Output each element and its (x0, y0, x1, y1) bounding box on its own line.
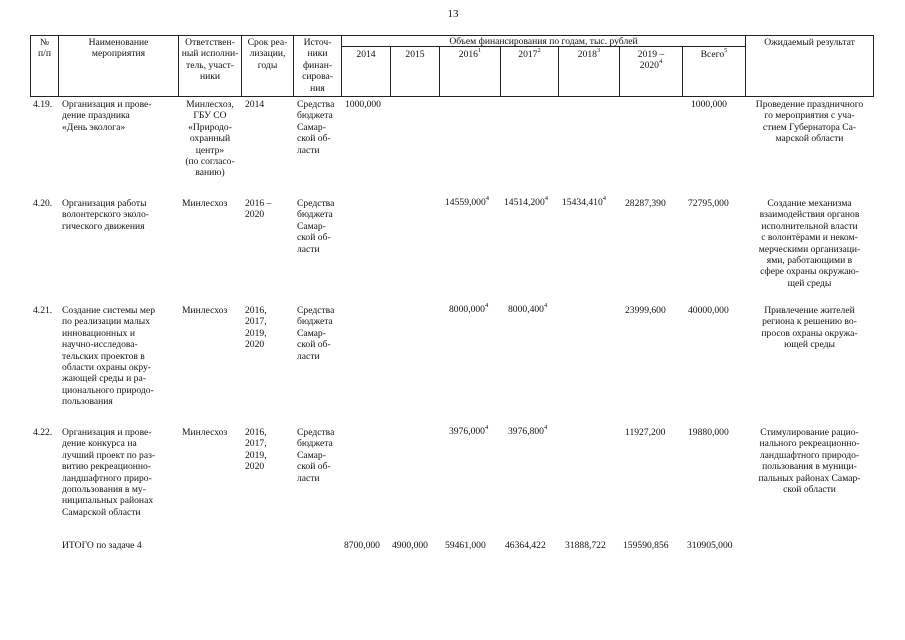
row-term: 2016, 2017, 2019, 2020 (245, 427, 267, 473)
total-2017: 46364,422 (505, 540, 546, 551)
row-value-2016: 3976,000$^4$ (449, 424, 489, 437)
total-2018: 31888,722 (565, 540, 606, 551)
row-value-2017: 14514,200$^4$ (504, 195, 549, 208)
row-value-2014: 1000,000 (345, 99, 381, 110)
row-responsible: Минлесхоз (182, 305, 228, 316)
row-source: Средства бюджета Самар- ской об- ласти (297, 305, 335, 362)
row-number: 4.19. (33, 99, 53, 110)
row-value-2016: 8000,000$^4$ (449, 302, 489, 315)
row-source: Средства бюджета Самар- ской об- ласти (297, 427, 335, 484)
row-value-2018: 15434,410$^4$ (562, 195, 607, 208)
header-year-2019-2020: 2019 – 2020$^4$ (637, 49, 665, 72)
row-value-2019-2020: 28287,390 (625, 198, 666, 209)
total-2015: 4900,000 (392, 540, 428, 551)
row-value-2019-2020: 23999,600 (625, 305, 666, 316)
row-term: 2014 (245, 99, 265, 110)
row-result: Стимулирование рацио- нального рекреационно- ландшафтного природо- пользования в муници- пальных районах Самар- ской области (758, 427, 861, 496)
header-funding: Объем финансирования по годам, тыс. рублей (449, 36, 638, 47)
total-2019-2020: 159590,856 (623, 540, 669, 551)
header-name: Наименование мероприятия (88, 37, 149, 60)
row-number: 4.20. (33, 198, 53, 209)
row-name: Организация и прове- дение праздника «День эколога» (62, 99, 152, 133)
row-value-2016: 14559,000$^4$ (445, 195, 490, 208)
header-result: Ожидаемый результат (764, 37, 855, 48)
row-result: Создание механизма взаимодействия органов исполнительной власти с волонтёрами и неком- мерческими организаци- ями, работающими в сфере охраны окружаю- щей среды (758, 198, 861, 289)
header-term: Срок реа- лизации, годы (247, 37, 288, 71)
header-year-2016: 2016$^1$ (458, 47, 482, 60)
row-value-total: 19880,000 (688, 427, 729, 438)
row-source: Средства бюджета Самар- ской об- ласти (297, 99, 335, 156)
page-number: 13 (447, 8, 459, 20)
row-name: Организация и прове- дение конкурса на лучший проект по раз- витию рекреационно- ландшафтного приро- допользования в му- ниципальных районах Самарской области (62, 427, 156, 518)
header-number: № п/п (38, 37, 51, 60)
header-year-2014: 2014 (356, 49, 376, 60)
row-term: 2016, 2017, 2019, 2020 (245, 305, 267, 351)
row-value-total: 40000,000 (688, 305, 729, 316)
row-number: 4.21. (33, 305, 53, 316)
row-result: Проведение праздничного го мероприятия с уча- стием Губернатора Са- марской области (755, 99, 864, 145)
row-name: Организация работы волонтерского эколо- гического движения (62, 198, 149, 232)
total-grand: 310905,000 (687, 540, 733, 551)
total-label: ИТОГО по задаче 4 (62, 540, 142, 551)
header-year-2017: 2017$^2$ (518, 47, 541, 60)
row-responsible: Минлесхоз, ГБУ СО «Природо- охранный центр» (по согласо- ванию) (185, 99, 235, 179)
row-number: 4.22. (33, 427, 53, 438)
row-name: Создание системы мер по реализации малых инновационных и научно-исследова- тельских проектов в области охраны окру- жающей среды и ра- ционального природо- пользования (62, 305, 156, 408)
total-2016: 59461,000 (445, 540, 486, 551)
row-value-2019-2020: 11927,200 (625, 427, 666, 438)
header-year-2015: 2015 (405, 49, 425, 60)
row-value-2017: 8000,400$^4$ (508, 302, 548, 315)
row-responsible: Минлесхоз (182, 427, 228, 438)
row-value-total: 1000,000 (691, 99, 727, 110)
row-term: 2016 – 2020 (245, 198, 272, 221)
row-source: Средства бюджета Самар- ской об- ласти (297, 198, 335, 255)
header-year-2018: 2018$^3$ (577, 47, 601, 60)
row-result: Привлечение жителей региона к решению во- просов охраны окружа- ющей среды (761, 305, 858, 351)
row-value-total: 72795,000 (688, 198, 729, 209)
header-responsible: Ответствен- ный исполни- тель, участ- ники (181, 37, 239, 83)
header-source: Источ- ники финан- сирова- ния (302, 37, 333, 94)
row-value-2017: 3976,800$^4$ (508, 424, 548, 437)
total-2014: 8700,000 (344, 540, 380, 551)
row-responsible: Минлесхоз (182, 198, 228, 209)
header-total: Всего$^5$ (700, 47, 728, 60)
